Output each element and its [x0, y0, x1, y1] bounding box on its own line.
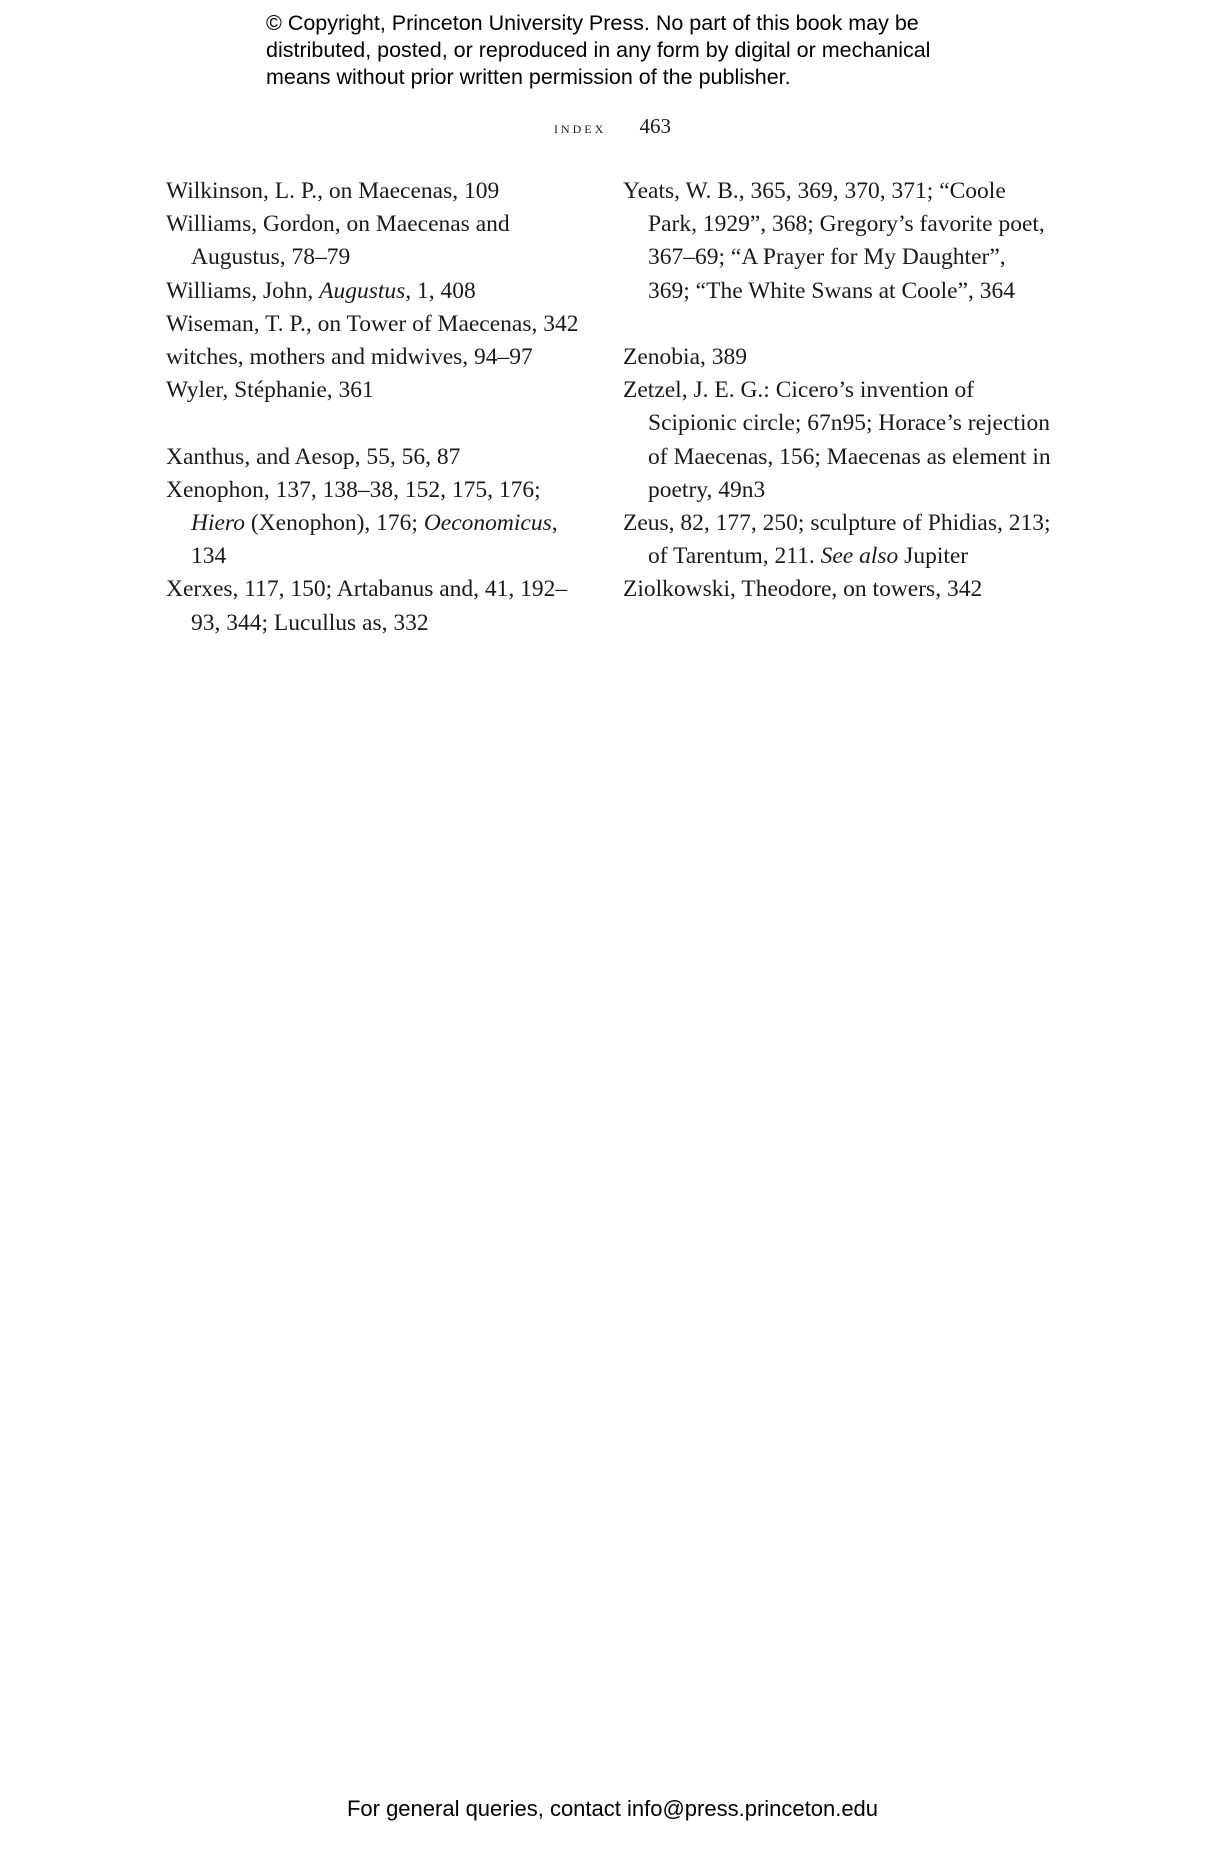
entry-text: (Xenophon), 176;: [244, 510, 424, 537]
index-entry: Zenobia, 389: [623, 344, 747, 370]
index-entry: [166, 474, 584, 574]
index-entry: [166, 275, 584, 308]
index-entry: Xanthus, and Aesop, 55, 56, 87: [166, 443, 461, 470]
index-entry: [623, 507, 1053, 573]
index-entry: Zetzel, J. E. G.: Cicero’s invention of Scipionic circle; 67n95; Horace’s rejection of Maecenas, 156; Maecenas as element in poetry, 49n3: [623, 377, 1051, 503]
index-entry: Wiseman, T. P., on Tower of Maecenas, 342: [166, 310, 579, 337]
letter-group-gap: [623, 308, 1053, 341]
copyright-notice: [266, 10, 1026, 91]
entry-text: Xenophon, 137, 138–38, 152, 175, 176;: [166, 476, 541, 503]
entry-cross-reference: See also: [820, 543, 899, 570]
entry-text: , 1, 408: [405, 277, 476, 304]
entry-text: Williams, John,: [166, 277, 320, 304]
index-entry: witches, mothers and midwives, 94–97: [166, 344, 533, 371]
entry-text: Jupiter: [898, 543, 969, 570]
running-head: [0, 112, 1225, 142]
entry-title-italic: Oeconomicus: [423, 510, 552, 537]
index-entry: Yeats, W. B., 365, 369, 370, 371; “Coole Park, 1929”, 368; Gregory’s favorite poet, 367–69; “A Prayer for My Daughter”, 369; “The White Swans at Coole”, 364: [623, 178, 1045, 304]
running-head-label: index: [553, 118, 607, 137]
entry-title-italic: Hiero: [191, 510, 245, 537]
copyright-line: © Copyright, Princeton University Press. No part of this book may be: [266, 11, 919, 35]
footer-contact: For general queries, contact info@press.princeton.edu: [346, 1796, 879, 1821]
entry-text: , 134: [191, 510, 558, 570]
copyright-line: means without prior written permission of the publisher.: [266, 65, 791, 89]
letter-group-gap: [166, 407, 584, 440]
index-entry: Williams, Gordon, on Maecenas and Augustus, 78–79: [166, 211, 510, 271]
index-entry: Wilkinson, L. P., on Maecenas, 109: [166, 178, 500, 204]
copyright-line: distributed, posted, or reproduced in any form by digital or mechanical: [266, 38, 931, 62]
index-entry: Wyler, Stéphanie, 361: [166, 377, 374, 404]
index-entry: Xerxes, 117, 150; Artabanus and, 41, 192–93, 344; Lucullus as, 332: [166, 576, 568, 636]
index-column-right: [623, 175, 1053, 607]
index-column-left: [166, 175, 584, 640]
entry-text: Zeus, 82, 177, 250; sculpture of Phidias, 213; of Tarentum, 211.: [623, 510, 1051, 570]
entry-title-italic: Augustus: [319, 277, 406, 304]
page-number: 463: [639, 114, 672, 138]
index-entry: Ziolkowski, Theodore, on towers, 342: [623, 576, 983, 603]
